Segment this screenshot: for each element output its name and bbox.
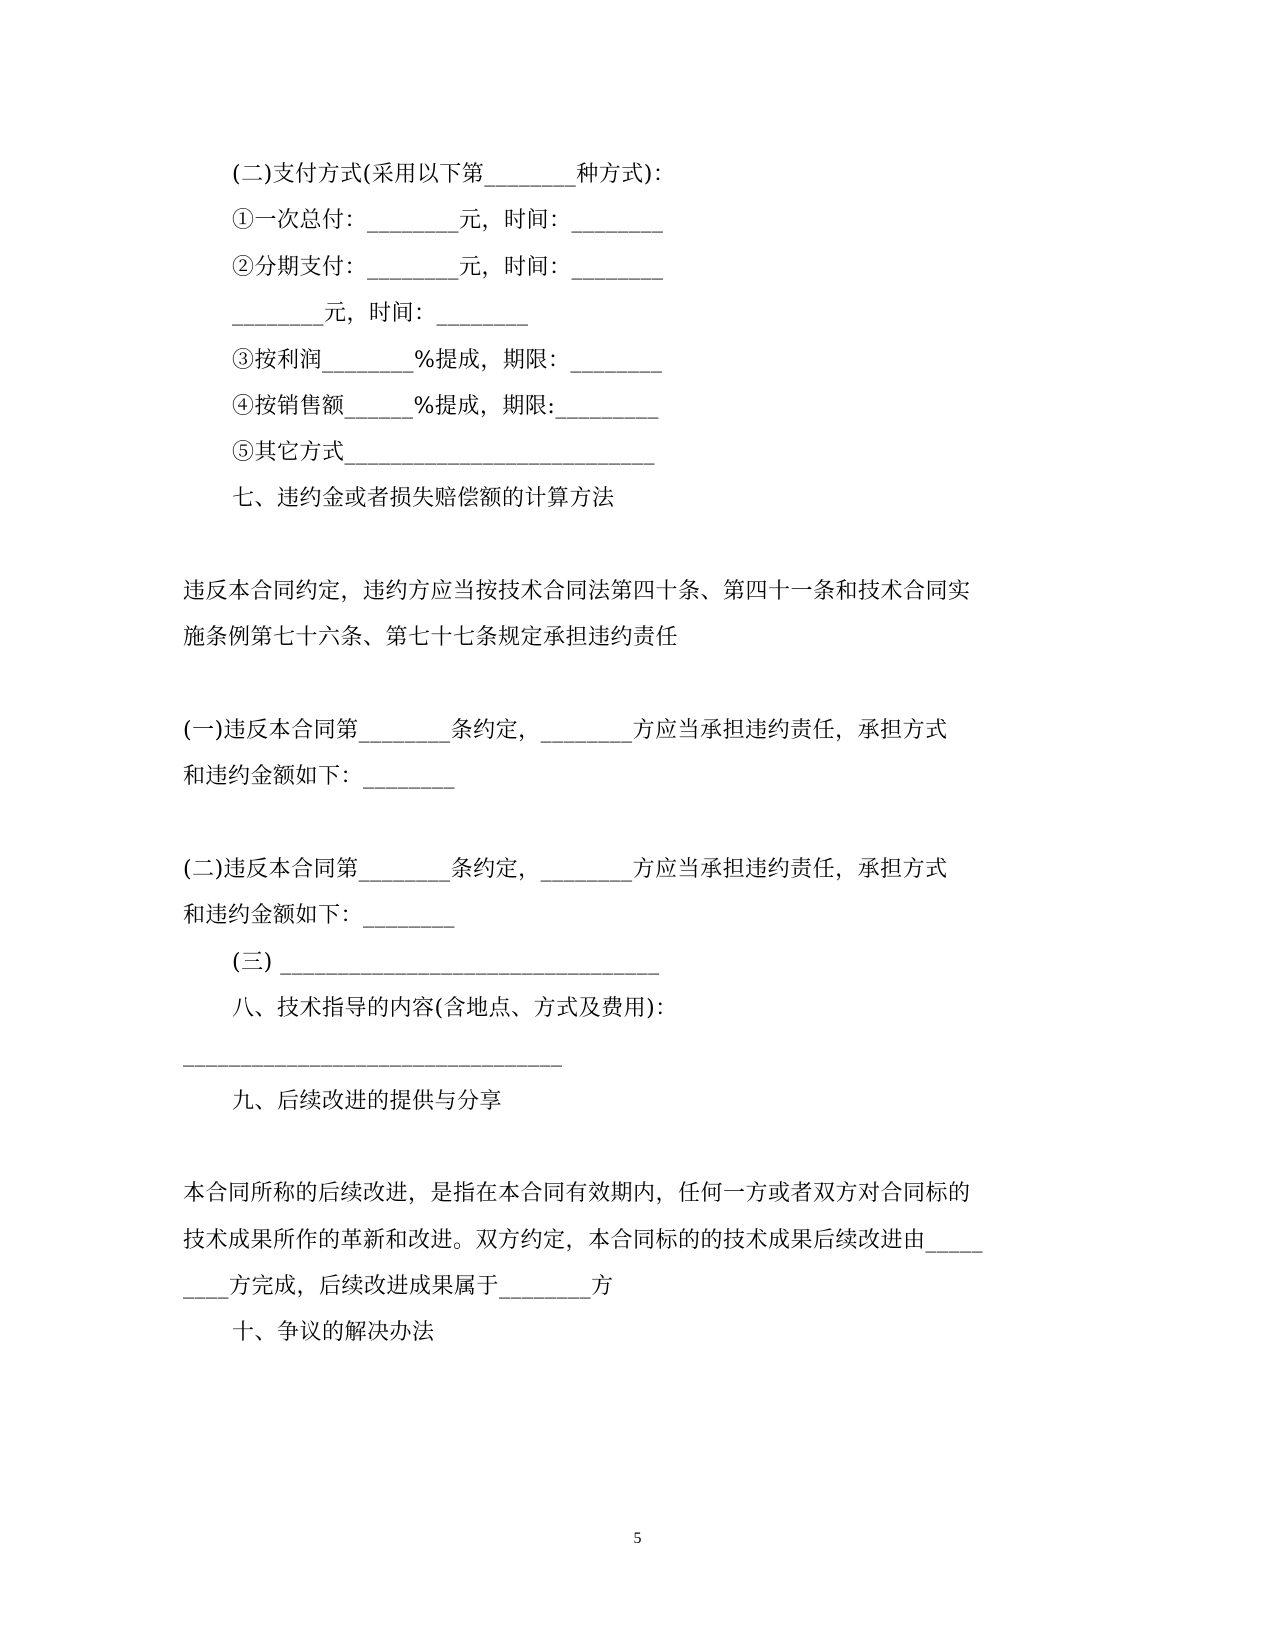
breach-clause-2-line-1: (二)违反本合同第________条约定，________方应当承担违约责任，承担方式: [183, 857, 948, 882]
breach-clause-1-line-1: (一)违反本合同第________条约定，________方应当承担违约责任，承担方式: [183, 718, 948, 743]
section-9-heading: 九、后续改进的提供与分享: [232, 1089, 503, 1114]
breach-clause-3: (三) _________________________________: [232, 950, 660, 975]
payment-option-lump-sum: ①一次总付：________元，时间：________: [232, 208, 664, 233]
payment-method-heading: (二)支付方式(采用以下第________种方式)：: [232, 162, 676, 187]
section-7-paragraph-line-1: 违反本合同约定，违约方应当按技术合同法第四十条、第四十一条和技术合同实: [183, 579, 971, 604]
payment-option-sales-share: ④按销售额______%提成，期限:_________: [232, 394, 659, 419]
section-7-heading: 七、违约金或者损失赔偿额的计算方法: [232, 486, 615, 511]
section-10-heading: 十、争议的解决办法: [232, 1320, 435, 1345]
section-7-paragraph-line-2: 施条例第七十六条、第七十七条规定承担违约责任: [183, 625, 679, 650]
section-8-heading: 八、技术指导的内容(含地点、方式及费用)：: [232, 996, 678, 1021]
payment-option-other: ⑤其它方式___________________________: [232, 440, 656, 465]
breach-clause-1-line-2: 和违约金额如下：________: [183, 764, 456, 789]
section-8-blank-line: _________________________________: [183, 1042, 563, 1067]
section-9-paragraph-line-2: 技术成果所作的革新和改进。双方约定，本合同标的的技术成果后续改进由_____: [183, 1228, 984, 1253]
payment-option-installments: ②分期支付：________元，时间：________: [232, 255, 664, 280]
payment-installment-continuation: ________元，时间：________: [232, 301, 529, 326]
page-number: 5: [633, 1530, 642, 1547]
section-9-paragraph-line-3: ____方完成，后续改进成果属于________方: [183, 1274, 614, 1299]
section-9-paragraph-line-1: 本合同所称的后续改进，是指在本合同有效期内，任何一方或者双方对合同标的: [183, 1181, 971, 1206]
breach-clause-2-line-2: 和违约金额如下：________: [183, 903, 456, 928]
payment-option-profit-share: ③按利润________%提成，期限：________: [232, 348, 663, 373]
